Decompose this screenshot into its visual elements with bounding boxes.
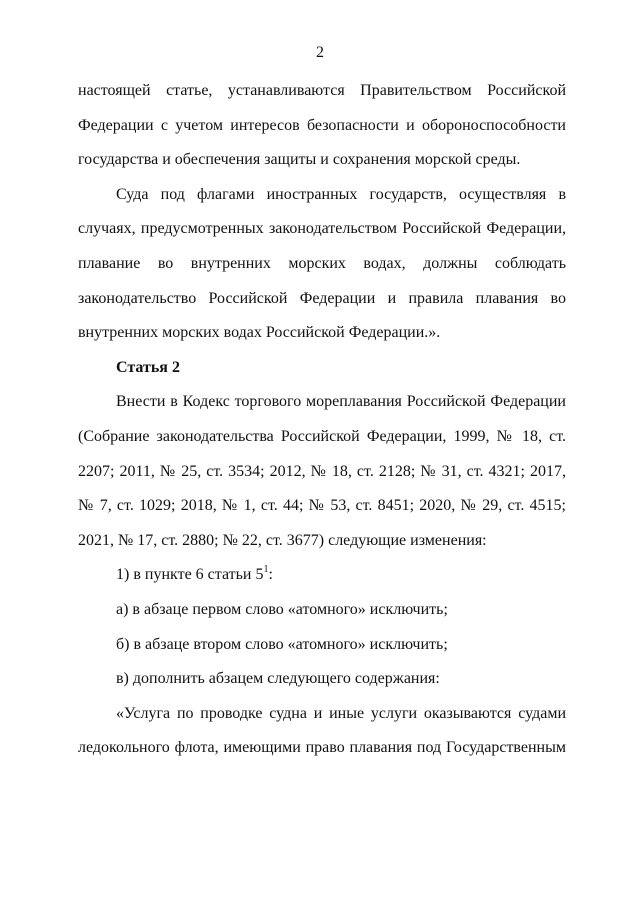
list-item-c: в) дополнить абзацем следующего содержания:	[116, 670, 440, 688]
list-item-b: б) в абзаце втором слово «атомного» исключить;	[116, 635, 448, 653]
document-body	[78, 74, 566, 766]
list-item-1-text: 1) в пункте 6 статьи 5	[116, 566, 264, 584]
paragraph-foreign-vessels: Суда под флагами иностранных государств, осуществляя в случаях, предусмотренных законодательством Российской Федерации, плавание во внутренних морских водах, должны соблюдать законодательство Российской Федерации и правила плавания во внутренних морских водах Российской Федерации.».	[78, 185, 566, 342]
list-item-a: а) в абзаце первом слово «атомного» исключить;	[116, 600, 448, 618]
page-number: 2	[316, 44, 324, 61]
paragraph-continuation: настоящей статье, устанавливаются Правительством Российской Федерации с учетом интересов безопасности и обороноспособности государства и обеспечения защиты и сохранения морской среды.	[78, 82, 566, 169]
list-item-1-tail: :	[268, 566, 273, 584]
paragraph-quote: «Услуга по проводке судна и иные услуги оказываются судами ледокольного флота, имеющими право плавания под Государственным	[78, 704, 566, 757]
list-item-1	[78, 558, 566, 593]
paragraph-amendments-intro: Внести в Кодекс торгового мореплавания Российской Федерации (Собрание законодательства Российской Федерации, 1999, № 18, ст. 2207; 2011, № 25, ст. 3534; 2012, № 18, ст. 2128; № 31, ст. 4321; 2017, № 7, ст. 1029; 2018, № 1, ст. 44; № 53, ст. 8451; 2020, № 29, ст. 4515; 2021, № 17, ст. 2880; № 22, ст. 3677) следующие изменения:	[78, 393, 566, 549]
article-heading: Статья 2	[116, 358, 180, 376]
superscript-marker: 1	[263, 563, 269, 575]
